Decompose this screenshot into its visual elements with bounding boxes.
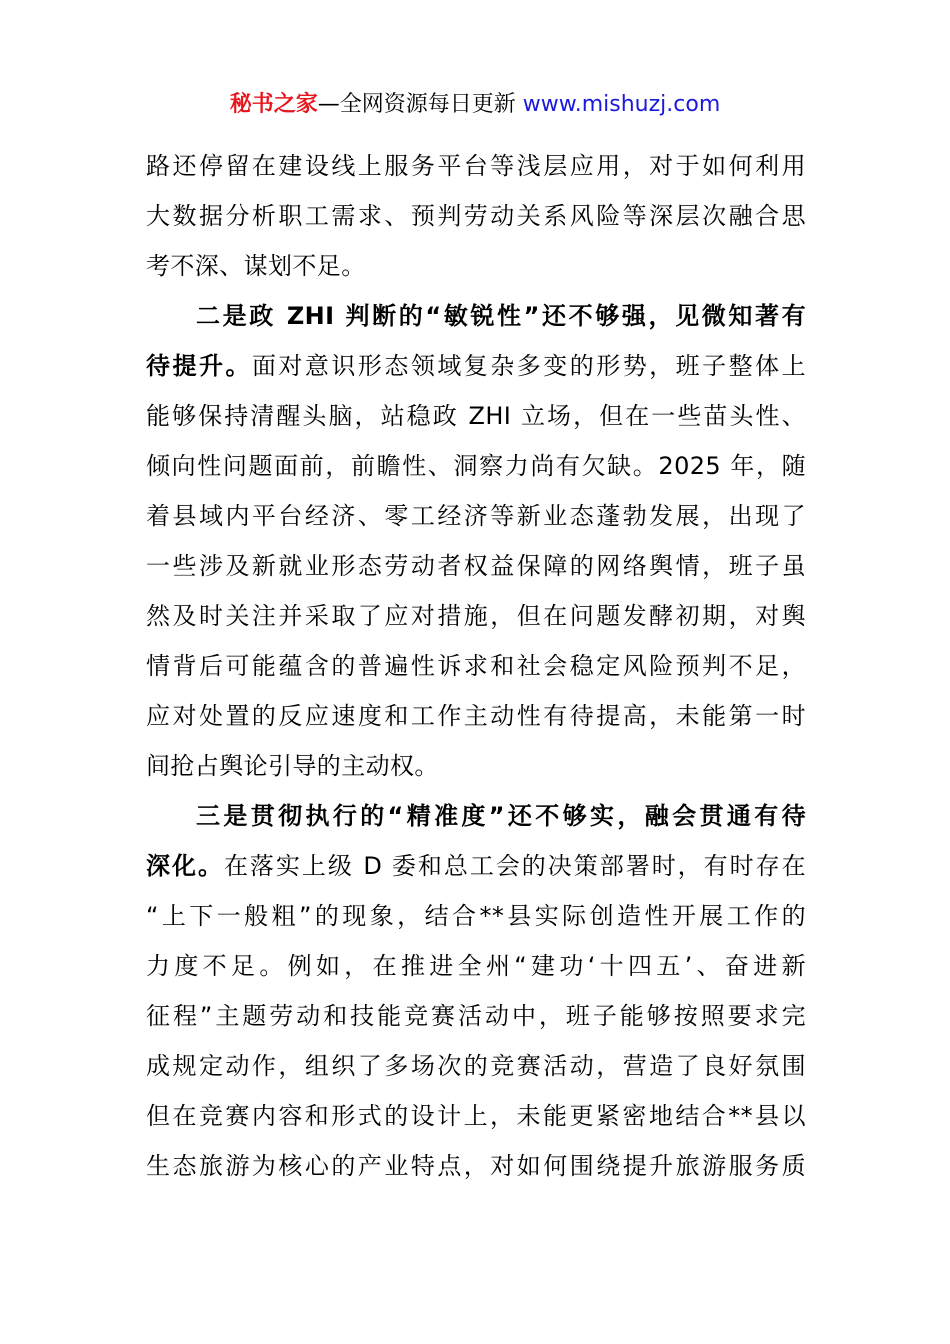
text-segment: 在落实上级 D 委和总工会的决策部署时，有时存在 <box>223 852 806 880</box>
text-line <box>146 201 806 251</box>
text-line <box>146 551 806 601</box>
text-segment: 路还停留在建设线上服务平台等浅层应用，对于如何利用 <box>146 152 806 180</box>
page-header <box>0 89 950 121</box>
text-segment: 征程”主题劳动和技能竞赛活动中，班子能够按照要求完 <box>146 1002 806 1030</box>
text-line <box>146 1051 806 1101</box>
text-segment: 间抢占舆论引导的主动权。 <box>146 752 439 780</box>
site-url-link[interactable]: www.mishuzj.com <box>522 92 721 117</box>
document-body <box>146 151 806 1201</box>
text-line <box>146 601 806 651</box>
text-line <box>146 151 806 201</box>
text-segment: 考不深、谋划不足。 <box>146 252 366 280</box>
text-line <box>146 651 806 701</box>
bold-text-segment: 深化。 <box>146 852 224 880</box>
text-line <box>146 1151 806 1201</box>
text-segment: 成规定动作，组织了多场次的竞赛活动，营造了良好氛围 <box>146 1052 806 1080</box>
text-segment: 生态旅游为核心的产业特点，对如何围绕提升旅游服务质 <box>146 1152 806 1180</box>
text-line <box>146 351 806 401</box>
text-line <box>146 751 806 801</box>
text-line <box>146 851 806 901</box>
text-segment: 一些涉及新就业形态劳动者权益保障的网络舆情，班子虽 <box>146 552 806 580</box>
text-line <box>146 951 806 1001</box>
text-line <box>146 1001 806 1051</box>
text-segment: 力度不足。例如，在推进全州“建功‘十四五’、奋进新 <box>146 952 806 980</box>
text-line <box>146 451 806 501</box>
text-segment: 然及时关注并采取了应对措施，但在问题发酵初期，对舆 <box>146 602 806 630</box>
text-line <box>146 251 806 301</box>
text-line <box>146 401 806 451</box>
header-tagline: —全网资源每日更新 <box>317 92 523 117</box>
bold-text-segment: 三是贯彻执行的“精准度”还不够实，融会贯通有待 <box>196 802 806 830</box>
text-line <box>146 1101 806 1151</box>
brand-name: 秘书之家 <box>229 92 318 117</box>
text-line <box>146 801 806 851</box>
bold-text-segment: 二是政 ZHI 判断的“敏锐性”还不够强，见微知著有 <box>196 302 806 330</box>
text-segment: 情背后可能蕴含的普遍性诉求和社会稳定风险预判不足， <box>146 652 806 680</box>
text-segment: 但在竞赛内容和形式的设计上，未能更紧密地结合**县以 <box>146 1102 806 1130</box>
text-line <box>146 301 806 351</box>
text-segment: 面对意识形态领域复杂多变的形势，班子整体上 <box>251 352 806 380</box>
text-line <box>146 501 806 551</box>
text-segment: 着县域内平台经济、零工经济等新业态蓬勃发展，出现了 <box>146 502 806 530</box>
text-segment: 大数据分析职工需求、预判劳动关系风险等深层次融合思 <box>146 202 806 230</box>
text-segment: “上下一般粗”的现象，结合**县实际创造性开展工作的 <box>146 902 806 930</box>
bold-text-segment: 待提升。 <box>146 352 252 380</box>
text-segment: 倾向性问题面前，前瞻性、洞察力尚有欠缺。2025 年，随 <box>146 452 806 480</box>
text-line <box>146 701 806 751</box>
text-segment: 能够保持清醒头脑，站稳政 ZHI 立场，但在一些苗头性、 <box>146 402 806 430</box>
text-segment: 应对处置的反应速度和工作主动性有待提高，未能第一时 <box>146 702 806 730</box>
text-line <box>146 901 806 951</box>
